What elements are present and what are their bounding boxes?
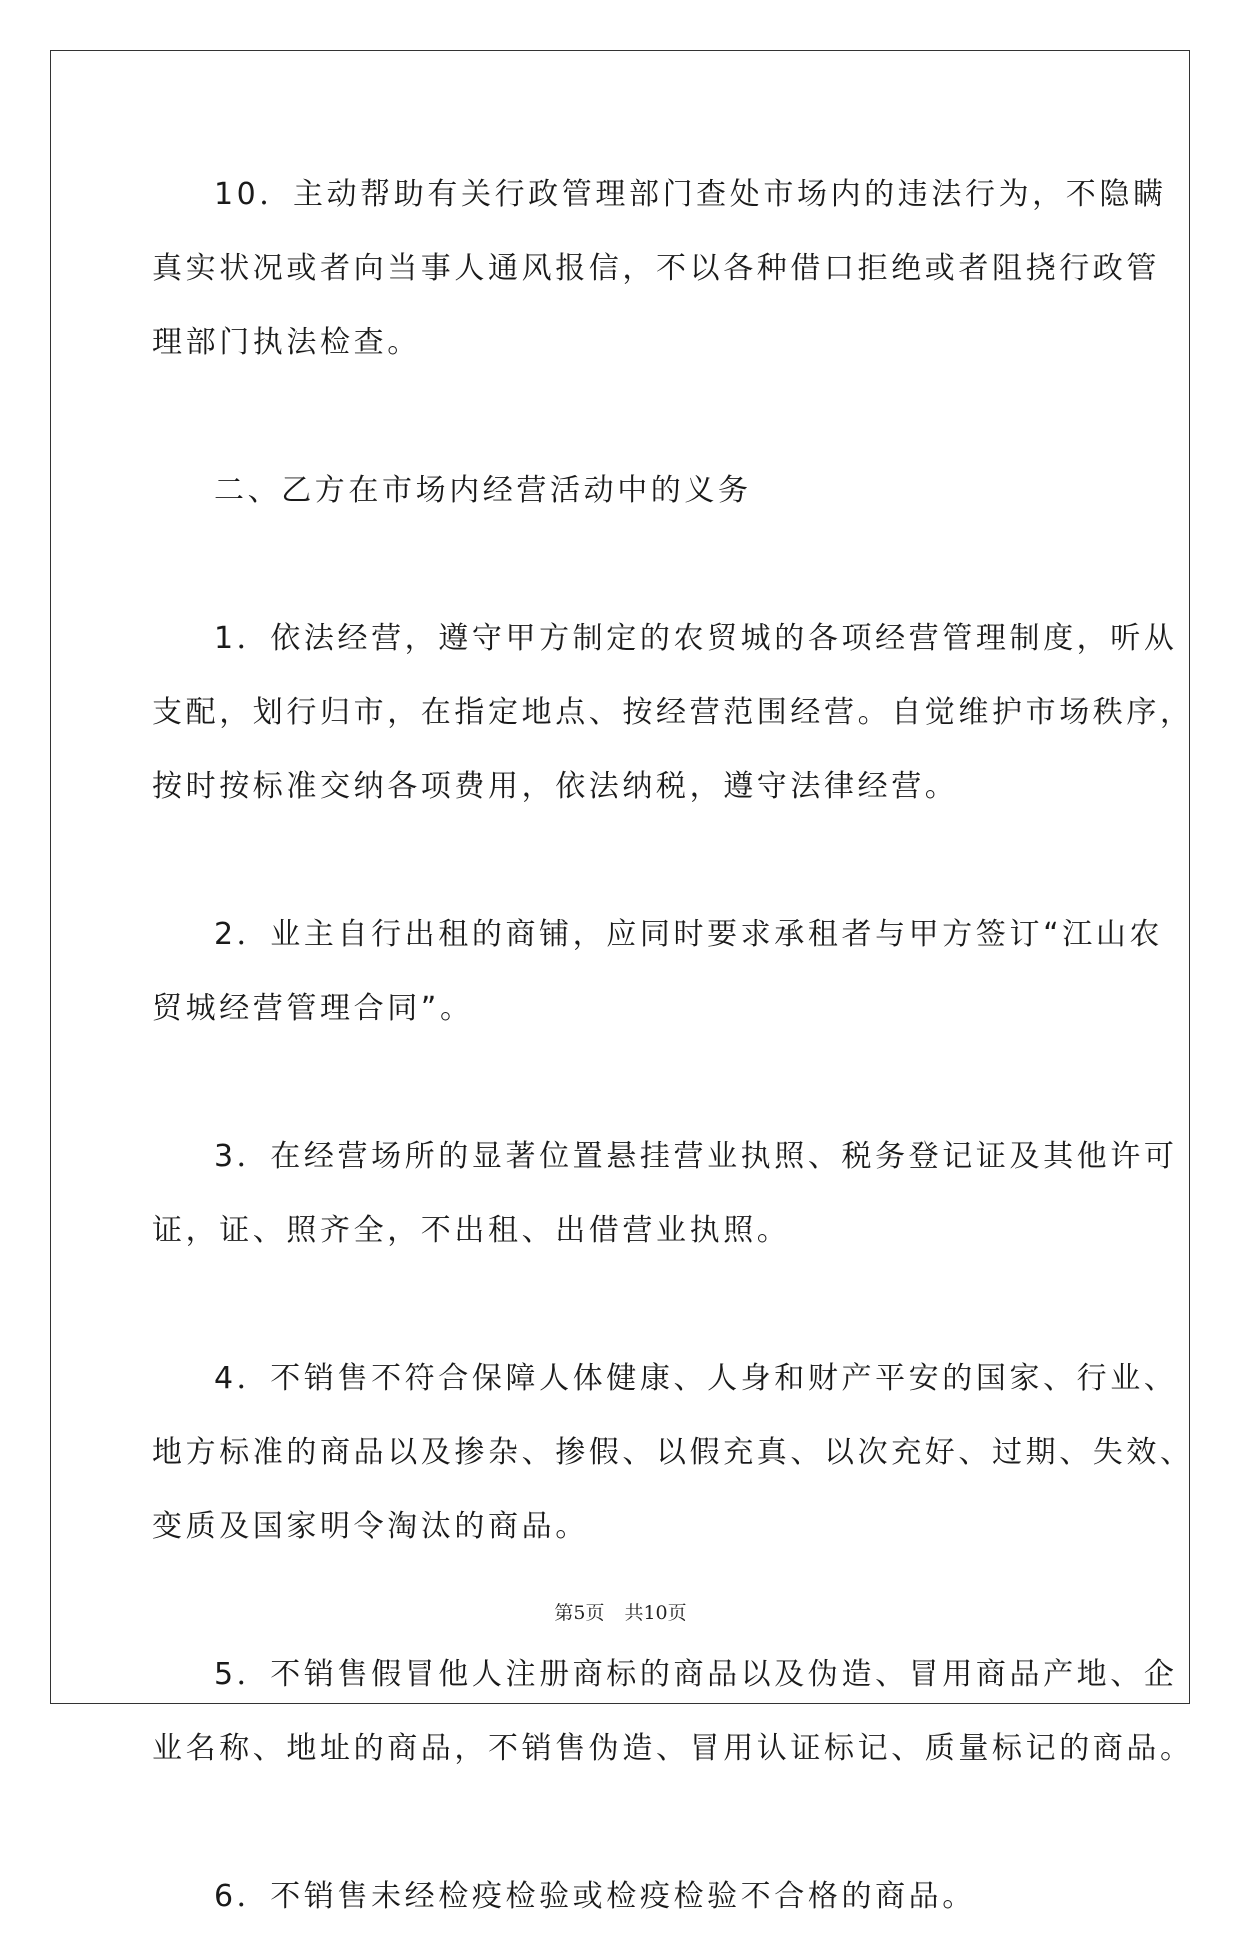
text-line: 二、乙方在市场内经营活动中的义务 xyxy=(214,473,752,508)
paragraph-gap xyxy=(152,1046,1092,1120)
paragraph-gap xyxy=(152,1786,1092,1860)
text-line: 理部门执法检查。 xyxy=(152,325,421,360)
text-line: 2．业主自行出租的商铺，应同时要求承租者与甲方签订“江山农 xyxy=(214,917,1164,952)
text-line: 地方标准的商品以及掺杂、掺假、以假充真、以次充好、过期、失效、 xyxy=(152,1435,1194,1470)
paragraph-gap xyxy=(152,1268,1092,1342)
paragraph-gap xyxy=(152,824,1092,898)
text-line: 证，证、照齐全，不出租、出借营业执照。 xyxy=(152,1213,791,1248)
text-line: 3．在经营场所的显著位置悬挂营业执照、税务登记证及其他许可 xyxy=(214,1139,1178,1174)
text-line: 变质及国家明令淘汰的商品。 xyxy=(152,1509,589,1544)
paragraph-gap xyxy=(152,380,1092,454)
paragraph-gap xyxy=(152,528,1092,602)
text-line: 贸城经营管理合同”。 xyxy=(152,991,474,1026)
text-line: 6．不销售未经检疫检验或检疫检验不合格的商品。 xyxy=(214,1879,976,1914)
text-line: 5．不销售假冒他人注册商标的商品以及伪造、冒用商品产地、企 xyxy=(214,1657,1178,1692)
text-line: 1．依法经营，遵守甲方制定的农贸城的各项经营管理制度，听从 xyxy=(214,621,1178,656)
text-line: 10．主动帮助有关行政管理部门查处市场内的违法行为，不隐瞒 xyxy=(214,177,1167,212)
text-line: 真实状况或者向当事人通风报信，不以各种借口拒绝或者阻挠行政管 xyxy=(152,251,1160,286)
text-line: 业名称、地址的商品，不销售伪造、冒用认证标记、质量标记的商品。 xyxy=(152,1731,1194,1766)
page-number: 第5页 xyxy=(554,1602,605,1624)
text-line: 支配，划行归市，在指定地点、按经营范围经营。自觉维护市场秩序， xyxy=(152,695,1194,730)
page-footer xyxy=(0,1598,1241,1625)
document-body xyxy=(152,158,1194,1934)
page-total: 共10页 xyxy=(624,1602,687,1624)
text-line: 4．不销售不符合保障人体健康、人身和财产平安的国家、行业、 xyxy=(214,1361,1178,1396)
text-line: 按时按标准交纳各项费用，依法纳税，遵守法律经营。 xyxy=(152,769,959,804)
